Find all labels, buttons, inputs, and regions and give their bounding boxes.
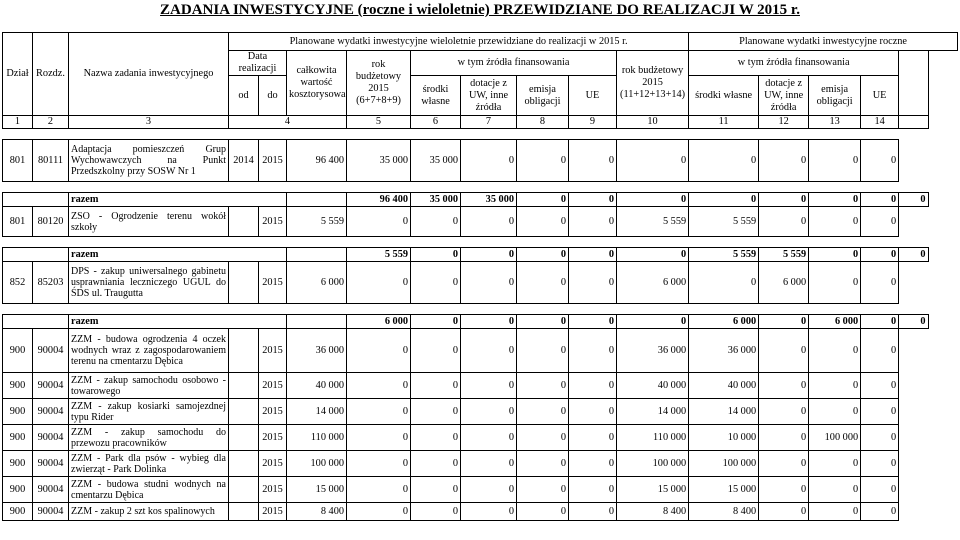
cell-value: 0 (411, 329, 461, 373)
cell-do: 2015 (259, 140, 287, 182)
spacer-row (3, 237, 958, 248)
cell-task-name: ZZM - zakup 2 szt kos spalinowych (69, 503, 229, 521)
cell-rozdz: 80111 (33, 140, 69, 182)
cell-value: 0 (517, 425, 569, 451)
total-value: 0 (759, 193, 809, 207)
cell-task-name: ZZM - zakup samochodu do przewozu pracowników (69, 425, 229, 451)
col-rozdz: Rozdz. (33, 33, 69, 116)
total-value: 0 (411, 315, 461, 329)
cell-dzial: 900 (3, 503, 33, 521)
cell-value: 40 000 (689, 373, 759, 399)
total-value: 0 (569, 248, 617, 262)
cell-dzial: 900 (3, 425, 33, 451)
col-emisja-annual: emisja obligacji (809, 76, 861, 116)
cell-value: 110 000 (617, 425, 689, 451)
cell-task-name: DPS - zakup uniwersalnego gabinetu usprawniania leczniczego UGUL do ŚDS ul. Traugutta (69, 262, 229, 304)
total-value: 0 (617, 315, 689, 329)
cell-value: 0 (569, 399, 617, 425)
cell-value: 15 000 (287, 477, 347, 503)
cell-value: 0 (411, 373, 461, 399)
column-number: 6 (411, 116, 461, 129)
cell-value: 0 (759, 373, 809, 399)
cell-value: 5 559 (617, 207, 689, 237)
cell-value: 0 (759, 140, 809, 182)
col-srodki: środki własne (411, 76, 461, 116)
cell-value: 0 (347, 329, 411, 373)
total-value: 0 (689, 193, 759, 207)
cell-value: 110 000 (287, 425, 347, 451)
cell-value: 0 (411, 207, 461, 237)
table-row (3, 207, 958, 237)
header-spacer-bottom (899, 76, 928, 116)
total-value: 0 (899, 193, 928, 207)
cell-do: 2015 (259, 425, 287, 451)
col-srodki-annual: środki własne (689, 76, 759, 116)
cell-rozdz: 90004 (33, 399, 69, 425)
cell-value: 0 (347, 451, 411, 477)
cell-value: 8 400 (287, 503, 347, 521)
cell-value: 5 559 (287, 207, 347, 237)
column-number: 3 (69, 116, 229, 129)
col-dzial: Dział (3, 33, 33, 116)
table-row (3, 373, 958, 399)
total-value: 0 (899, 248, 928, 262)
table-row (3, 262, 958, 304)
table-body (3, 129, 958, 521)
cell-value: 14 000 (689, 399, 759, 425)
document-title: ZADANIA INWESTYCYJNE (roczne i wieloletnie) PRZEWIDZIANE DO REALIZACJI W 2015 r. (160, 2, 800, 18)
cell-value: 0 (461, 207, 517, 237)
cell-value: 0 (411, 477, 461, 503)
cell-od (229, 329, 259, 373)
total-row (3, 193, 958, 207)
cell-do: 2015 (259, 451, 287, 477)
cell-value: 0 (861, 425, 899, 451)
cell-value: 0 (759, 399, 809, 425)
col-ue-annual: UE (861, 76, 899, 116)
cell-dzial: 900 (3, 373, 33, 399)
table-row (3, 329, 958, 373)
column-number: 7 (461, 116, 517, 129)
cell-value: 0 (517, 477, 569, 503)
cell-value: 0 (347, 399, 411, 425)
cell-value: 0 (861, 503, 899, 521)
cell-value: 0 (347, 373, 411, 399)
cell-value: 0 (809, 140, 861, 182)
cell-value: 0 (517, 503, 569, 521)
col-w-tym-annual: w tym źródła finansowania (689, 51, 899, 76)
col-do: do (259, 76, 287, 116)
total-value: 0 (861, 193, 899, 207)
cell-dzial: 900 (3, 399, 33, 425)
total-value: 0 (517, 193, 569, 207)
cell-value: 0 (861, 477, 899, 503)
cell-value: 0 (809, 451, 861, 477)
table-row (3, 477, 958, 503)
cell-value: 8 400 (689, 503, 759, 521)
cell-value: 0 (347, 477, 411, 503)
cell-value: 0 (861, 262, 899, 304)
spacer-row (3, 129, 958, 140)
column-number: 13 (809, 116, 861, 129)
total-value: 0 (411, 248, 461, 262)
cell-value: 0 (461, 451, 517, 477)
cell-dzial: 801 (3, 140, 33, 182)
cell-value: 0 (759, 329, 809, 373)
total-value: 5 559 (347, 248, 411, 262)
cell-rozdz: 90004 (33, 503, 69, 521)
total-row (3, 315, 958, 329)
cell-value: 0 (569, 373, 617, 399)
column-number: 8 (517, 116, 569, 129)
cell-value: 0 (809, 329, 861, 373)
cell-value: 0 (569, 477, 617, 503)
cell-value: 0 (461, 425, 517, 451)
column-number: 12 (759, 116, 809, 129)
cell-task-name: ZSO - Ogrodzenie terenu wokół szkoły (69, 207, 229, 237)
cell-value: 100 000 (689, 451, 759, 477)
cell-value: 100 000 (287, 451, 347, 477)
col-data-realizacji: Data realizacji (229, 51, 287, 76)
cell-value: 10 000 (689, 425, 759, 451)
col-rok-budzetowy: rok budżetowy 2015 (6+7+8+9) (347, 51, 411, 116)
cell-od (229, 425, 259, 451)
table-header (3, 33, 958, 129)
cell-value: 0 (861, 399, 899, 425)
total-label: razem (69, 315, 287, 329)
total-value: 0 (759, 315, 809, 329)
cell-rozdz: 90004 (33, 373, 69, 399)
cell-do: 2015 (259, 477, 287, 503)
total-value: 0 (861, 315, 899, 329)
cell-value: 0 (809, 207, 861, 237)
cell-value: 0 (517, 207, 569, 237)
cell-value: 0 (411, 262, 461, 304)
total-value: 35 000 (461, 193, 517, 207)
cell-value: 15 000 (617, 477, 689, 503)
cell-value: 0 (569, 425, 617, 451)
cell-do: 2015 (259, 207, 287, 237)
cell-dzial: 900 (3, 477, 33, 503)
table-row (3, 399, 958, 425)
cell-value: 0 (517, 329, 569, 373)
cell-value: 0 (861, 140, 899, 182)
investment-table (2, 32, 958, 521)
cell-value: 0 (461, 262, 517, 304)
cell-value: 0 (411, 451, 461, 477)
cell-od (229, 451, 259, 477)
table-row (3, 451, 958, 477)
cell-value: 8 400 (617, 503, 689, 521)
cell-value: 0 (517, 451, 569, 477)
spacer-cell (3, 304, 899, 315)
cell-value: 0 (861, 329, 899, 373)
total-value: 35 000 (411, 193, 461, 207)
total-value: 0 (461, 248, 517, 262)
cell-value: 100 000 (617, 451, 689, 477)
column-number: 5 (347, 116, 411, 129)
total-value: 5 559 (759, 248, 809, 262)
col-rok-budzetowy-annual: rok budżetowy 2015 (11+12+13+14) (617, 51, 689, 116)
cell-value: 0 (517, 399, 569, 425)
table-row (3, 425, 958, 451)
column-number-spacer (899, 116, 928, 129)
total-row (3, 248, 958, 262)
total-value: 0 (461, 315, 517, 329)
cell-value: 0 (689, 262, 759, 304)
col-ue: UE (569, 76, 617, 116)
cell-do: 2015 (259, 399, 287, 425)
cell-do: 2015 (259, 262, 287, 304)
cell-do: 2015 (259, 329, 287, 373)
column-number: 14 (861, 116, 899, 129)
cell-value: 6 000 (759, 262, 809, 304)
cell-value: 40 000 (287, 373, 347, 399)
total-value: 5 559 (689, 248, 759, 262)
total-value: 0 (517, 248, 569, 262)
spacer-cell (3, 129, 899, 140)
total-value: 0 (617, 248, 689, 262)
table-row (3, 140, 958, 182)
cell-value: 0 (461, 329, 517, 373)
cell-value: 40 000 (617, 373, 689, 399)
cell-value: 0 (347, 503, 411, 521)
group-multi-year: Planowane wydatki inwestycyjne wieloletnie przewidziane do realizacji w 2015 r. (229, 33, 689, 51)
cell-value: 0 (461, 503, 517, 521)
cell-value: 0 (347, 425, 411, 451)
cell-value: 0 (809, 503, 861, 521)
cell-value: 0 (569, 262, 617, 304)
cell-value: 14 000 (617, 399, 689, 425)
total-value: 0 (809, 248, 861, 262)
cell-value: 0 (759, 451, 809, 477)
total-value: 0 (569, 193, 617, 207)
cell-od (229, 262, 259, 304)
cell-task-name: ZZM - Park dla psów - wybieg dla zwierząt - Park Dolinka (69, 451, 229, 477)
column-number: 9 (569, 116, 617, 129)
total-row-blank (3, 248, 69, 262)
cell-task-name: ZZM - zakup kosiarki samojezdnej typu Rider (69, 399, 229, 425)
cell-value: 0 (461, 140, 517, 182)
cell-value: 0 (569, 503, 617, 521)
col-emisja: emisja obligacji (517, 76, 569, 116)
total-label: razem (69, 193, 287, 207)
cell-od (229, 373, 259, 399)
cell-od (229, 477, 259, 503)
total-empty (287, 248, 347, 262)
total-row-blank (3, 315, 69, 329)
cell-do: 2015 (259, 503, 287, 521)
col-dotacje-annual: dotacje z UW, inne źródła (759, 76, 809, 116)
total-value: 0 (517, 315, 569, 329)
total-value: 6 000 (809, 315, 861, 329)
cell-rozdz: 85203 (33, 262, 69, 304)
cell-value: 36 000 (617, 329, 689, 373)
cell-value: 100 000 (809, 425, 861, 451)
total-value: 6 000 (689, 315, 759, 329)
cell-rozdz: 90004 (33, 477, 69, 503)
total-empty (287, 315, 347, 329)
cell-value: 0 (347, 262, 411, 304)
cell-value: 0 (517, 140, 569, 182)
header-spacer (899, 51, 928, 76)
spacer-row (3, 182, 958, 193)
cell-value: 0 (569, 140, 617, 182)
cell-value: 0 (759, 207, 809, 237)
cell-value: 0 (569, 329, 617, 373)
cell-value: 35 000 (411, 140, 461, 182)
cell-rozdz: 90004 (33, 329, 69, 373)
cell-value: 0 (759, 477, 809, 503)
cell-rozdz: 80120 (33, 207, 69, 237)
spacer-row (3, 304, 958, 315)
cell-dzial: 900 (3, 329, 33, 373)
cell-value: 0 (517, 373, 569, 399)
cell-rozdz: 90004 (33, 425, 69, 451)
cell-value: 0 (461, 399, 517, 425)
column-number: 11 (689, 116, 759, 129)
cell-value: 0 (461, 373, 517, 399)
cell-value: 0 (411, 425, 461, 451)
cell-value: 0 (809, 373, 861, 399)
cell-od (229, 503, 259, 521)
total-value: 0 (899, 315, 928, 329)
cell-rozdz: 90004 (33, 451, 69, 477)
cell-od: 2014 (229, 140, 259, 182)
cell-value: 35 000 (347, 140, 411, 182)
cell-value: 0 (617, 140, 689, 182)
total-label: razem (69, 248, 287, 262)
cell-task-name: ZZM - zakup samochodu osobowo - towarowego (69, 373, 229, 399)
total-row-blank (3, 193, 69, 207)
cell-value: 0 (411, 399, 461, 425)
cell-task-name: ZZM - budowa ogrodzenia 4 oczek wodnych wraz z zagospodarowaniem terenu na cmentarzu Dębica (69, 329, 229, 373)
col-nazwa: Nazwa zadania inwestycyjnego (69, 33, 229, 116)
col-calkowita: całkowita wartość kosztorysowa (287, 51, 347, 116)
cell-value: 0 (347, 207, 411, 237)
total-value: 0 (861, 248, 899, 262)
col-w-tym: w tym źródła finansowania (411, 51, 617, 76)
total-value: 0 (809, 193, 861, 207)
column-number: 4 (229, 116, 347, 129)
cell-value: 0 (809, 477, 861, 503)
cell-task-name: ZZM - budowa studni wodnych na cmentarzu Dębica (69, 477, 229, 503)
cell-value: 0 (461, 477, 517, 503)
cell-dzial: 852 (3, 262, 33, 304)
total-value: 96 400 (347, 193, 411, 207)
cell-value: 0 (569, 451, 617, 477)
cell-value: 0 (517, 262, 569, 304)
cell-dzial: 900 (3, 451, 33, 477)
cell-value: 0 (569, 207, 617, 237)
cell-value: 6 000 (287, 262, 347, 304)
total-value: 0 (617, 193, 689, 207)
cell-value: 96 400 (287, 140, 347, 182)
cell-value: 36 000 (287, 329, 347, 373)
cell-value: 15 000 (689, 477, 759, 503)
cell-value: 0 (689, 140, 759, 182)
col-od: od (229, 76, 259, 116)
spacer-cell (3, 237, 899, 248)
cell-value: 0 (861, 451, 899, 477)
column-number: 10 (617, 116, 689, 129)
column-number: 2 (33, 116, 69, 129)
cell-value: 0 (411, 503, 461, 521)
cell-value: 0 (759, 503, 809, 521)
cell-do: 2015 (259, 373, 287, 399)
cell-value: 0 (759, 425, 809, 451)
cell-value: 0 (809, 399, 861, 425)
group-annual: Planowane wydatki inwestycyjne roczne (689, 33, 958, 51)
total-value: 6 000 (347, 315, 411, 329)
col-dotacje: dotacje z UW, inne źródła (461, 76, 517, 116)
cell-value: 0 (809, 262, 861, 304)
cell-value: 0 (861, 373, 899, 399)
cell-value: 14 000 (287, 399, 347, 425)
spacer-cell (3, 182, 899, 193)
table-row (3, 503, 958, 521)
cell-task-name: Adaptacja pomieszczeń Grup Wychowawczych na Punkt Przedszkolny przy SOSW Nr 1 (69, 140, 229, 182)
column-number: 1 (3, 116, 33, 129)
cell-value: 0 (861, 207, 899, 237)
total-empty (287, 193, 347, 207)
cell-od (229, 207, 259, 237)
cell-od (229, 399, 259, 425)
cell-value: 36 000 (689, 329, 759, 373)
cell-value: 6 000 (617, 262, 689, 304)
column-numbers-row (3, 116, 958, 129)
total-value: 0 (569, 315, 617, 329)
cell-value: 5 559 (689, 207, 759, 237)
cell-dzial: 801 (3, 207, 33, 237)
